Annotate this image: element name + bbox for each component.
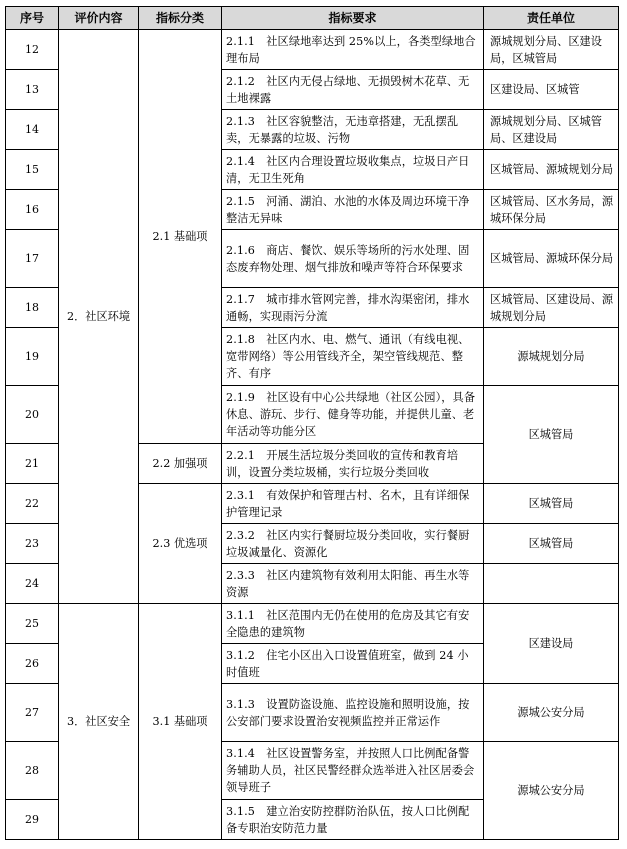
responsible-unit: 区城管局、源城环保分局 xyxy=(484,230,619,288)
requirement-text: 3.1.4 社区设置警务室，并按照人口比例配备警务辅助人员，社区民警经群众选举进入社区居委会领导班子 xyxy=(222,742,484,800)
responsible-unit: 区城管局 xyxy=(484,484,619,524)
category-2-2-enhanced: 2.2 加强项 xyxy=(139,444,222,484)
responsible-unit: 区城管局、区建设局、源城规划分局 xyxy=(484,288,619,328)
header-requirement: 指标要求 xyxy=(222,7,484,30)
table-row xyxy=(6,30,619,70)
row-number: 15 xyxy=(6,150,59,190)
responsible-unit: 区城管局、区水务局，源城环保分局 xyxy=(484,190,619,230)
requirement-text: 3.1.1 社区范围内无仍在使用的危房及其它有安全隐患的建筑物 xyxy=(222,604,484,644)
responsible-unit: 源城公安分局 xyxy=(484,742,619,840)
responsible-unit: 源城规划分局、区城管局、区建设局 xyxy=(484,110,619,150)
row-number: 18 xyxy=(6,288,59,328)
row-number: 24 xyxy=(6,564,59,604)
row-number: 22 xyxy=(6,484,59,524)
requirement-text: 2.1.8 社区内水、电、燃气、通讯（有线电视、宽带网络）等公用管线齐全，架空管线规范、整齐、有序 xyxy=(222,328,484,386)
category-2-1-basic: 2.1 基础项 xyxy=(139,30,222,444)
header-content: 评价内容 xyxy=(59,7,139,30)
requirement-text: 2.2.1 开展生活垃圾分类回收的宣传和教育培训，设置分类垃圾桶，实行垃圾分类回收 xyxy=(222,444,484,484)
requirement-text: 2.1.4 社区内合理设置垃圾收集点，垃圾日产日清，无卫生死角 xyxy=(222,150,484,190)
row-number: 28 xyxy=(6,742,59,800)
requirement-text: 2.1.7 城市排水管网完善，排水沟渠密闭，排水通畅，实现雨污分流 xyxy=(222,288,484,328)
header-unit: 责任单位 xyxy=(484,7,619,30)
row-number: 29 xyxy=(6,800,59,840)
row-number: 13 xyxy=(6,70,59,110)
requirement-text: 3.1.2 住宅小区出入口设置值班室，做到 24 小时值班 xyxy=(222,644,484,684)
table-row xyxy=(6,604,619,644)
responsible-unit: 区城管局、源城规划分局 xyxy=(484,150,619,190)
requirement-text: 2.1.9 社区设有中心公共绿地（社区公园），具备休息、游玩、步行、健身等功能，并提供儿童、老年活动等功能分区 xyxy=(222,386,484,444)
requirement-text: 2.1.3 社区容貌整洁，无违章搭建，无乱摆乱卖，无暴露的垃圾、污物 xyxy=(222,110,484,150)
row-number: 27 xyxy=(6,684,59,742)
header-category: 指标分类 xyxy=(139,7,222,30)
row-number: 17 xyxy=(6,230,59,288)
requirement-text: 2.3.1 有效保护和管理古村、名木，且有详细保护管理记录 xyxy=(222,484,484,524)
row-number: 23 xyxy=(6,524,59,564)
row-number: 21 xyxy=(6,444,59,484)
requirement-text: 2.3.3 社区内建筑物有效利用太阳能、再生水等资源 xyxy=(222,564,484,604)
requirement-text: 2.1.2 社区内无侵占绿地、无损毁树木花草、无土地裸露 xyxy=(222,70,484,110)
row-number: 14 xyxy=(6,110,59,150)
responsible-unit: 区建设局 xyxy=(484,604,619,684)
responsible-unit: 区城管局 xyxy=(484,524,619,564)
row-number: 16 xyxy=(6,190,59,230)
row-number: 20 xyxy=(6,386,59,444)
row-number: 26 xyxy=(6,644,59,684)
header-number: 序号 xyxy=(6,7,59,30)
requirement-text: 2.3.2 社区内实行餐厨垃圾分类回收，实行餐厨垃圾减量化、资源化 xyxy=(222,524,484,564)
responsible-unit: 源城规划分局 xyxy=(484,328,619,386)
responsible-unit: 区城管局 xyxy=(484,386,619,484)
category-3-1-basic: 3.1 基础项 xyxy=(139,604,222,840)
responsible-unit: 源城公安分局 xyxy=(484,684,619,742)
evaluation-table xyxy=(5,6,619,840)
requirement-text: 3.1.3 设置防盗设施、监控设施和照明设施，按公安部门要求设置治安视频监控并正常运作 xyxy=(222,684,484,742)
responsible-unit: 源城规划分局、区建设局，区城管局 xyxy=(484,30,619,70)
row-number: 12 xyxy=(6,30,59,70)
content-social-safety: 3．社区安全 xyxy=(59,604,139,840)
requirement-text: 2.1.6 商店、餐饮、娱乐等场所的污水处理、固态废弃物处理、烟气排放和噪声等符合环保要求 xyxy=(222,230,484,288)
row-number: 25 xyxy=(6,604,59,644)
responsible-unit-empty xyxy=(484,564,619,604)
requirement-text: 2.1.5 河涌、湖泊、水池的水体及周边环境干净整洁无异味 xyxy=(222,190,484,230)
category-2-3-optional: 2.3 优选项 xyxy=(139,484,222,604)
header-row xyxy=(6,7,619,30)
content-social-environment: 2．社区环境 xyxy=(59,30,139,604)
requirement-text: 3.1.5 建立治安防控群防治队伍，按人口比例配备专职治安防范力量 xyxy=(222,800,484,840)
responsible-unit: 区建设局、区城管 xyxy=(484,70,619,110)
requirement-text: 2.1.1 社区绿地率达到 25%以上，各类型绿地合理布局 xyxy=(222,30,484,70)
row-number: 19 xyxy=(6,328,59,386)
